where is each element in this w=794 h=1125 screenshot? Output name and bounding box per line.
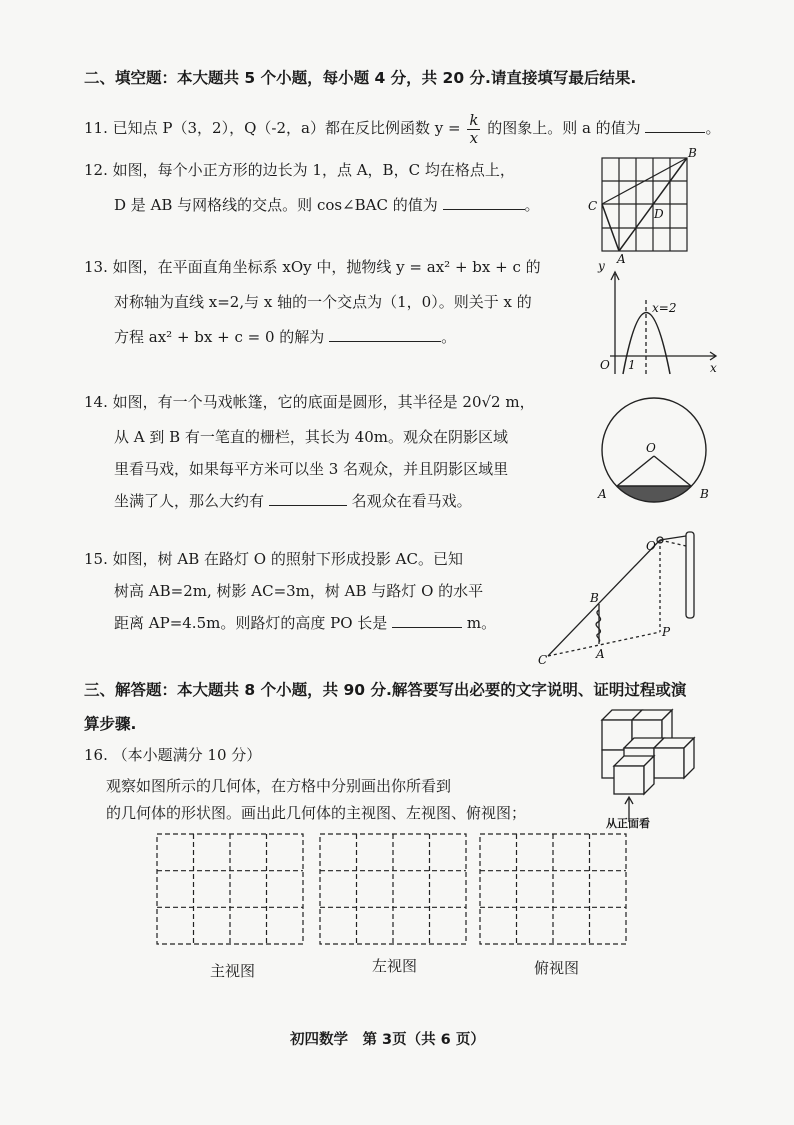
question-15-line-2 bbox=[114, 584, 483, 599]
label-c: C bbox=[538, 653, 548, 667]
label-b: B bbox=[590, 591, 599, 605]
q14-circle-figure bbox=[592, 396, 716, 514]
label-a: A bbox=[598, 487, 607, 501]
question-text: 方程 ax² + bx + c = 0 的解为 bbox=[114, 328, 325, 346]
view-from-front-label: 从正面看 bbox=[606, 817, 650, 830]
question-13-line-1 bbox=[84, 260, 541, 275]
question-13-line-3 bbox=[114, 330, 456, 345]
fraction-denominator: x bbox=[469, 128, 479, 147]
q13-parabola-figure bbox=[590, 256, 722, 376]
label-a: A bbox=[596, 647, 605, 661]
question-11 bbox=[84, 112, 720, 146]
page-footer: 初四数学 第 3页（共 6 页） bbox=[290, 1032, 485, 1048]
label-a: A bbox=[617, 252, 626, 266]
section-3-title-line-2: 算步骤. bbox=[84, 715, 137, 733]
question-text: 如图，有一个马戏帐篷，它的底面是圆形，其半径是 20√2 m， bbox=[112, 393, 535, 411]
question-number: 15. bbox=[84, 550, 108, 568]
label-o: O bbox=[646, 441, 656, 455]
caption-left-view: 左视图 bbox=[372, 957, 418, 975]
q16-cube-figure bbox=[590, 700, 710, 826]
caption-front-view: 主视图 bbox=[210, 962, 256, 980]
question-15-line-3 bbox=[114, 616, 496, 631]
label-x: x bbox=[710, 361, 717, 375]
left-view-grid[interactable] bbox=[318, 832, 470, 948]
question-end: 。 bbox=[524, 196, 540, 214]
question-number: 14. bbox=[84, 393, 108, 411]
label-o: O bbox=[646, 539, 656, 553]
label-one: 1 bbox=[628, 358, 636, 372]
label-b: B bbox=[688, 146, 697, 160]
q12-grid-figure bbox=[584, 146, 704, 266]
caption-top-view: 俯视图 bbox=[534, 959, 580, 977]
question-number: 11. bbox=[84, 119, 108, 137]
question-14-line-4 bbox=[114, 494, 472, 509]
question-text: 从 A 到 B 有一笔直的栅栏，其长为 40m。观众在阴影区域 bbox=[114, 428, 509, 446]
label-origin: O bbox=[600, 358, 610, 372]
question-text: 里看马戏，如果每平方米可以坐 3 名观众，并且阴影区域里 bbox=[114, 460, 509, 478]
question-text: 距离 AP=4.5m。则路灯的高度 PO 长是 bbox=[114, 614, 388, 632]
question-score: （本小题满分 10 分） bbox=[112, 746, 262, 764]
question-15-line-1 bbox=[84, 552, 463, 567]
answer-blank[interactable] bbox=[269, 505, 347, 506]
question-16-line-2: 的几何体的形状图。画出此几何体的主视图、左视图、俯视图； bbox=[106, 804, 527, 822]
question-text: 树高 AB=2m, 树影 AC=3m，树 AB 与路灯 O 的水平 bbox=[114, 582, 484, 600]
question-number: 12. bbox=[84, 161, 108, 179]
top-view-grid[interactable] bbox=[478, 832, 630, 948]
q15-streetlight-figure bbox=[536, 526, 716, 668]
question-number: 16. bbox=[84, 746, 108, 764]
question-12-line-2 bbox=[114, 198, 540, 213]
question-text: m。 bbox=[466, 614, 497, 632]
question-14-line-3 bbox=[114, 462, 508, 477]
question-14-line-1 bbox=[84, 395, 535, 410]
question-end: 。 bbox=[441, 328, 457, 346]
label-c: C bbox=[588, 199, 598, 213]
question-end: 。 bbox=[705, 119, 721, 137]
label-d: D bbox=[654, 207, 664, 221]
question-text: 如图，在平面直角坐标系 xOy 中，抛物线 y = ax² + bx + c 的 bbox=[112, 258, 541, 276]
question-16-line-1: 观察如图所示的几何体，在方格中分别画出你所看到 bbox=[106, 777, 452, 795]
question-text: 对称轴为直线 x=2,与 x 轴的一个交点为（1，0）。则关于 x 的 bbox=[114, 293, 532, 311]
question-16-header bbox=[84, 748, 261, 763]
question-text: 已知点 P（3，2），Q（-2，a）都在反比例函数 y = bbox=[112, 119, 461, 137]
question-text: 坐满了人，那么大约有 bbox=[114, 492, 265, 510]
question-text: 如图，每个小正方形的边长为 1，点 A，B，C 均在格点上， bbox=[112, 161, 515, 179]
fraction-k-over-x bbox=[467, 112, 480, 146]
question-13-line-2 bbox=[114, 295, 532, 310]
question-text: 名观众在看马戏。 bbox=[351, 492, 472, 510]
section-2-title: 二、填空题：本大题共 5 个小题，每小题 4 分，共 20 分.请直接填写最后结果. bbox=[84, 69, 637, 87]
answer-blank[interactable] bbox=[645, 132, 705, 133]
label-b: B bbox=[700, 487, 709, 501]
section-3-title-line-1: 三、解答题：本大题共 8 个小题，共 90 分.解答要写出必要的文字说明、证明过程或演 bbox=[84, 681, 687, 699]
answer-blank[interactable] bbox=[392, 627, 462, 628]
question-number: 13. bbox=[84, 258, 108, 276]
front-view-grid[interactable] bbox=[155, 832, 307, 948]
question-text: D 是 AB 与网格线的交点。则 cos∠BAC 的值为 bbox=[114, 196, 438, 214]
question-text: 的图象上。则 a 的值为 bbox=[487, 119, 641, 137]
question-14-line-2 bbox=[114, 430, 508, 445]
question-12-line-1 bbox=[84, 163, 515, 178]
label-axis: x=2 bbox=[652, 301, 677, 315]
question-text: 如图，树 AB 在路灯 O 的照射下形成投影 AC。已知 bbox=[112, 550, 463, 568]
fraction-numerator: k bbox=[469, 111, 479, 129]
label-p: P bbox=[662, 625, 671, 639]
answer-blank[interactable] bbox=[443, 209, 525, 210]
label-y: y bbox=[598, 259, 605, 273]
answer-blank[interactable] bbox=[329, 341, 441, 342]
